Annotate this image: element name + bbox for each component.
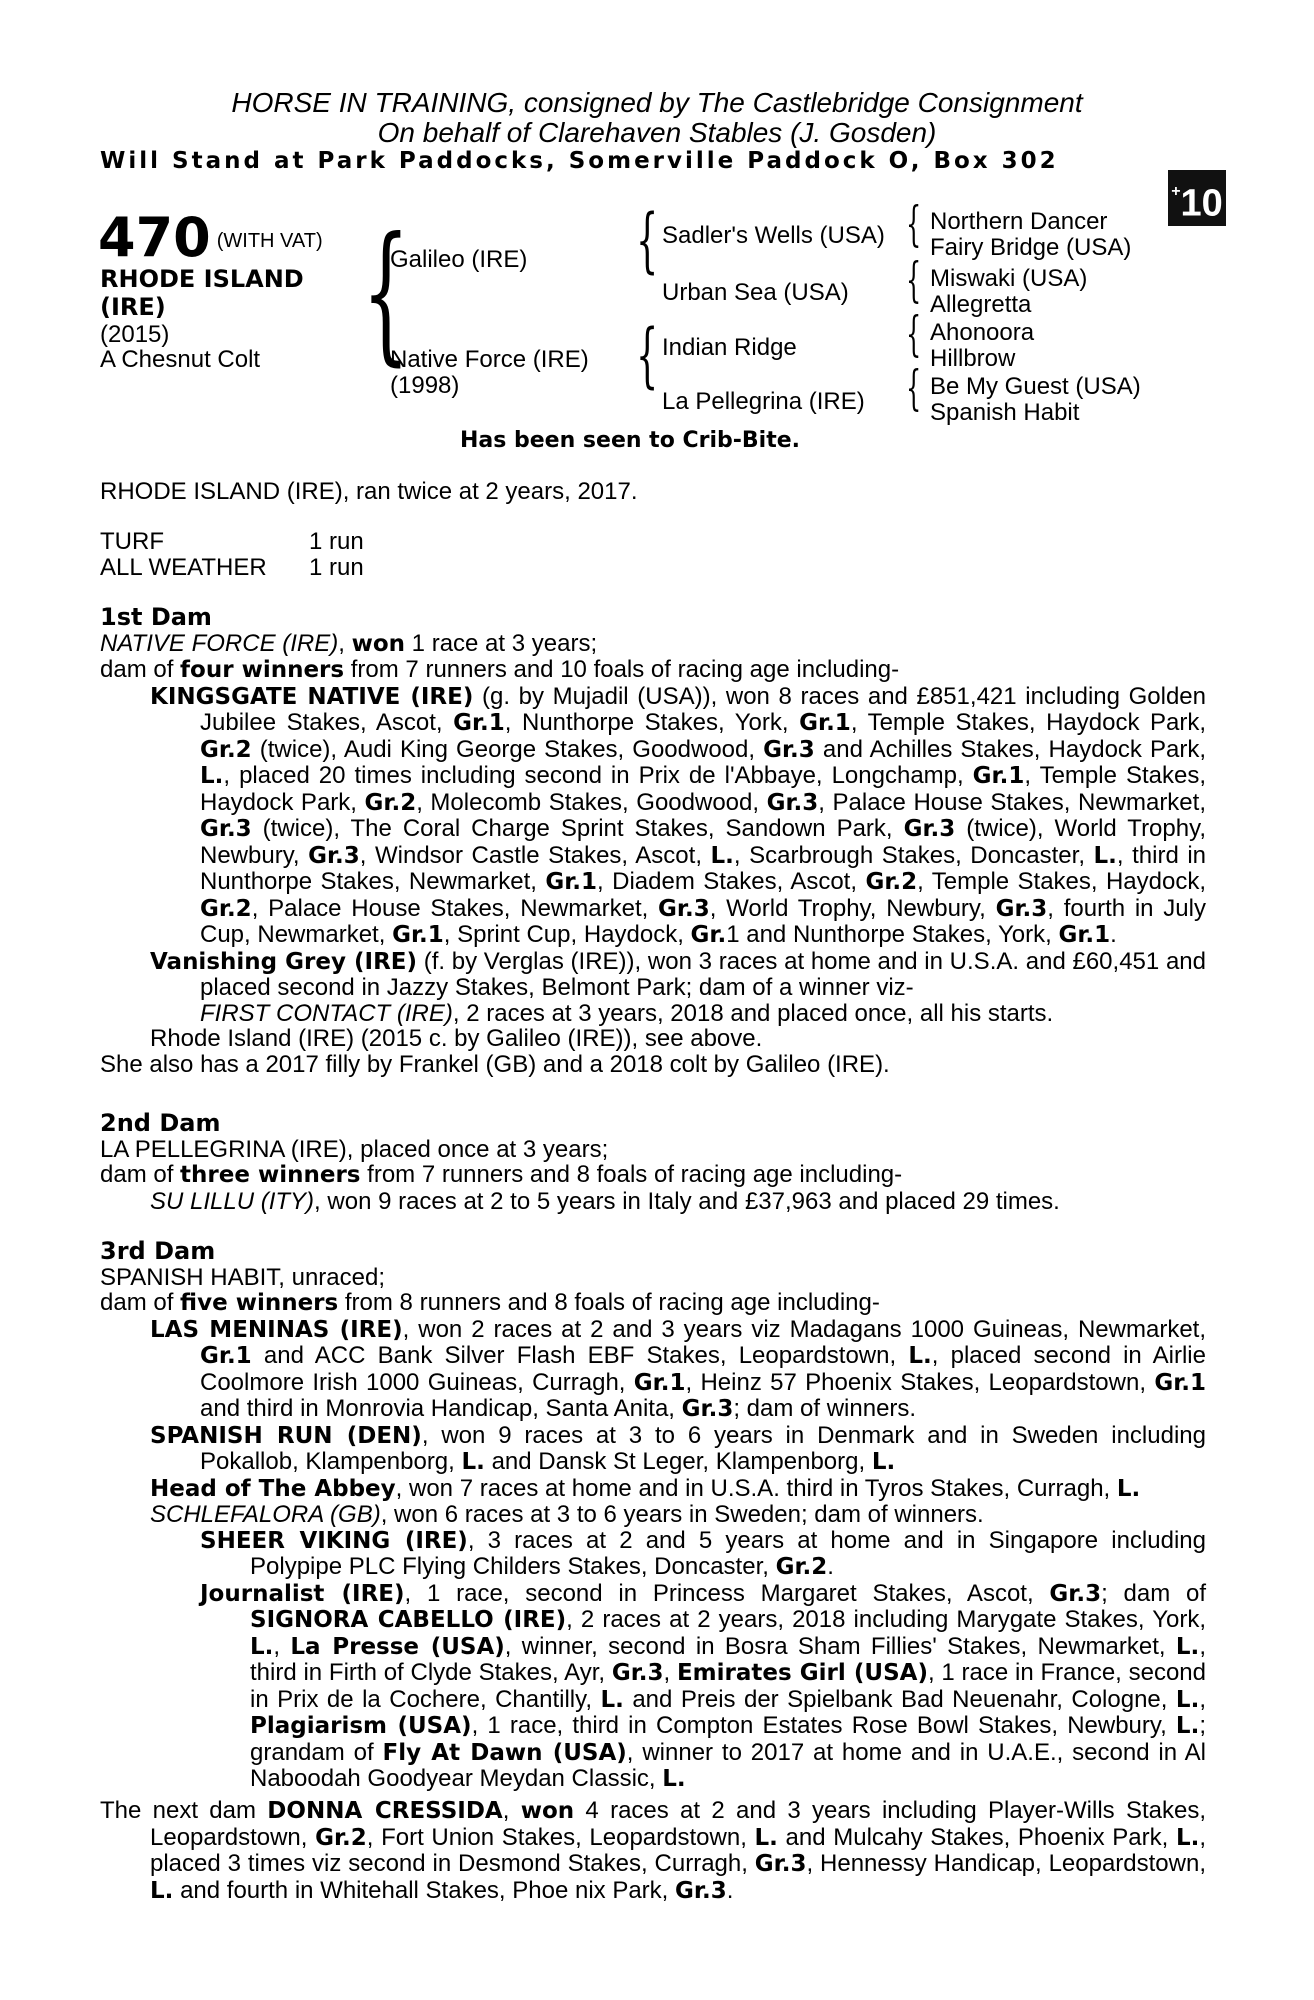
dam2-intro: LA PELLEGRINA (IRE), placed once at 3 years; bbox=[100, 1135, 609, 1163]
dam3-section bbox=[100, 1239, 1206, 1793]
pedigree-dam-year: (1998) bbox=[390, 372, 460, 399]
horse-description: A Chesnut Colt bbox=[100, 346, 261, 373]
pedigree-dsd: Hillbrow bbox=[930, 345, 1016, 372]
pedigree-sss: Northern Dancer bbox=[930, 208, 1108, 235]
lot-badge: +10 bbox=[1168, 170, 1226, 226]
pedigree-brace-dam: { bbox=[636, 314, 659, 396]
pedigree-sire: Galileo (IRE) bbox=[390, 246, 528, 273]
stand-location: Will Stand at Park Paddocks, Somerville Paddock O, Box 302 bbox=[100, 148, 1059, 174]
dam1-also: She also has a 2017 filly by Frankel (GB) and a 2018 colt by Galileo (IRE). bbox=[100, 1050, 890, 1078]
dam3-intro: SPANISH HABIT, unraced; bbox=[100, 1263, 385, 1291]
dam1-section bbox=[100, 605, 1206, 1077]
horse-name: RHODE ISLAND (IRE) bbox=[100, 265, 304, 321]
pedigree-brace-main: { bbox=[362, 206, 410, 380]
dam2-produce: dam of three winners from 7 runners and 8 foals of racing age including- bbox=[100, 1161, 903, 1188]
pedigree-dam-dam: La Pellegrina (IRE) bbox=[662, 388, 865, 415]
dam3-entry-schlefalora: SCHLEFALORA (GB), won 6 races at 3 to 6 years in Sweden; dam of winners. bbox=[150, 1501, 984, 1528]
pedigree-ssd: Fairy Bridge (USA) bbox=[930, 234, 1132, 261]
dam2-entry: SU LILLU (ITY), won 9 races at 2 to 5 years in Italy and £37,963 and placed 29 times. bbox=[150, 1187, 1060, 1215]
pedigree-sds: Miswaki (USA) bbox=[930, 265, 1088, 292]
dam3-entry-sheer-viking: SHEER VIKING (IRE), 3 races at 2 and 5 years at home and in Singapore including Polypipe PLC Flying Childers Stakes, Doncaster, Gr.2. bbox=[200, 1526, 1206, 1580]
dam2-heading: 2nd Dam bbox=[100, 1109, 221, 1137]
dam3-entry-head-abbey: Head of The Abbey, won 7 races at home and in U.S.A. third in Tyros Stakes, Curragh, L. bbox=[150, 1474, 1141, 1502]
pedigree-brace-g4: { bbox=[906, 360, 922, 416]
pedigree-sire-dam: Urban Sea (USA) bbox=[662, 279, 849, 306]
pedigree-brace-g3: { bbox=[906, 306, 922, 362]
stat-surface-1: TURF bbox=[100, 528, 164, 555]
header-line1: HORSE IN TRAINING, consigned by The Castlebridge Consignment bbox=[231, 87, 1083, 118]
horse-year: (2015) bbox=[100, 321, 170, 348]
dam2-section bbox=[100, 1111, 1206, 1214]
stat-runs-2: 1 run bbox=[309, 554, 364, 581]
dam1-entry-kingsgate: KINGSGATE NATIVE (IRE) (g. by Mujadil (USA)), won 8 races and £851,421 including Golden Jubilee Stakes, Ascot, Gr.1, Nunthorpe Stakes, York, Gr.1, Temple Stakes, Haydock Park, Gr.2 (twice), Audi King George Stakes, Goodwood, Gr.3 and Achilles Stakes, Haydock Park, L., placed 20 times including second in Prix de l'Abbaye, Longchamp, Gr.1, Temple Stakes, Haydock Park, Gr.2, Molecomb Stakes, Goodwood, Gr.3, Palace House Stakes, Newmarket, Gr.3 (twice), The Coral Charge Sprint Stakes, Sandown Park, Gr.3 (twice), World Trophy, Newbury, Gr.3, Windsor Castle Stakes, Ascot, L., Scarbrough Stakes, Doncaster, L., third in Nunthorpe Stakes, Newmarket, Gr.1, Diadem Stakes, Ascot, Gr.2, Temple Stakes, Haydock, Gr.2, Palace House Stakes, Newmarket, Gr.3, World Trophy, Newbury, Gr.3, fourth in July Cup, Newmarket, Gr.1, Sprint Cup, Haydock, Gr.1 and Nunthorpe Stakes, York, Gr.1. Vanishing Grey (IRE) (f. by Verglas (IRE)), won 3 races at home and in U.S.A. and £60,451 and placed second in Jazzy Stakes, Belmont Park; dam of a winner viz- FIRST CONTACT (IRE), 2 races at 3 years, 2018 and placed once, all his starts. Rhode Island (IRE) (2015 c. by Galileo (IRE)), see above. bbox=[150, 682, 1207, 1052]
pedigree-dam-sire: Indian Ridge bbox=[662, 334, 797, 361]
stat-surface-2: ALL WEATHER bbox=[100, 554, 267, 581]
dam3-entry-journalist: Journalist (IRE), 1 race, second in Princess Margaret Stakes, Ascot, Gr.3; dam of SIGNORA CABELLO (IRE), 2 races at 2 years, 2018 including Marygate Stakes, York, L., La Presse (USA), winner, second in Bosra Sham Fillies' Stakes, Newmarket, L., third in Firth of Clyde Stakes, Ayr, Gr.3, Emirates Girl (USA), 1 race in France, second in Prix de la Cochere, Chantilly, L. and Preis der Spielbank Bad Neuenahr, Cologne, L., Plagiarism (USA), 1 race, third in Compton Estates Rose Bowl Stakes, Newbury, L.; grandam of Fly At Dawn (USA), winner to 2017 at home and in U.A.E., second in Al Naboodah Goodyear Meydan Classic, L. bbox=[200, 1579, 1207, 1792]
pedigree-sdd: Allegretta bbox=[930, 291, 1032, 318]
pedigree-dam: Native Force (IRE) bbox=[390, 346, 589, 373]
vat-note: (WITH VAT) bbox=[216, 230, 323, 253]
lot-number: 470 (WITH VAT) bbox=[98, 206, 323, 269]
dam1-entry-vanishing: Vanishing Grey (IRE) (f. by Verglas (IRE)), won 3 races at home and in U.S.A. and £60,451 and placed second in Jazzy Stakes, Belmont Park; dam of a winner viz- bbox=[150, 947, 1206, 1001]
pedigree-brace-sire: { bbox=[636, 199, 659, 281]
dam3-produce: dam of five winners from 8 runners and 8 foals of racing age including- bbox=[100, 1289, 880, 1316]
header-line2: On behalf of Clarehaven Stables (J. Gosden) bbox=[377, 117, 937, 148]
dam3-heading: 3rd Dam bbox=[100, 1237, 216, 1265]
stat-runs-1: 1 run bbox=[309, 528, 364, 555]
dam3-entry-spanish-run: SPANISH RUN (DEN), won 9 races at 3 to 6 years in Denmark and in Sweden including Pokallob, Klampenborg, L. and Dansk St Leger, Klampenborg, L. bbox=[150, 1421, 1206, 1475]
dam1-entry-rhode: Rhode Island (IRE) (2015 c. by Galileo (IRE)), see above. bbox=[150, 1025, 763, 1052]
race-summary: RHODE ISLAND (IRE), ran twice at 2 years, 2017. bbox=[100, 478, 638, 505]
dam1-heading: 1st Dam bbox=[100, 603, 212, 631]
dam1-intro: NATIVE FORCE (IRE), won 1 race at 3 years; bbox=[100, 629, 598, 657]
pedigree-sire-sire: Sadler's Wells (USA) bbox=[662, 222, 885, 249]
next-dam-section: The next dam DONNA CRESSIDA, won 4 races at 2 and 3 years including Player-Wills Stakes, Leopardstown, Gr.2, Fort Union Stakes, Leopardstown, L. and Mulcahy Stakes, Phoenix Park, L., placed 3 times viz second in Desmond Stakes, Curragh, Gr.3, Hennessy Handicap, Leopardstown, L. and fourth in Whitehall Stakes, Phoe nix Park, Gr.3. bbox=[100, 1797, 1207, 1904]
pedigree-dds: Be My Guest (USA) bbox=[930, 373, 1141, 400]
crib-bite-note: Has been seen to Crib-Bite. bbox=[460, 428, 800, 453]
dam1-entry-first-contact: FIRST CONTACT (IRE), 2 races at 3 years, 2018 and placed once, all his starts. bbox=[200, 999, 1054, 1027]
pedigree-brace-g1: { bbox=[906, 196, 922, 252]
pedigree-ddd: Spanish Habit bbox=[930, 399, 1080, 426]
pedigree-dss: Ahonoora bbox=[930, 319, 1035, 346]
dam1-produce: dam of four winners from 7 runners and 10 foals of racing age including- bbox=[100, 656, 900, 683]
dam3-entry-las-meninas: LAS MENINAS (IRE), won 2 races at 2 and 3 years viz Madagans 1000 Guineas, Newmarket, Gr.1 and ACC Bank Silver Flash EBF Stakes, Leopardstown, L., placed second in Airlie Coolmore Irish 1000 Guineas, Curragh, Gr.1, Heinz 57 Phoenix Stakes, Leopardstown, Gr.1 and third in Monrovia Handicap, Santa Anita, Gr.3; dam of winners. bbox=[150, 1315, 1206, 1422]
pedigree-brace-g2: { bbox=[906, 252, 922, 308]
